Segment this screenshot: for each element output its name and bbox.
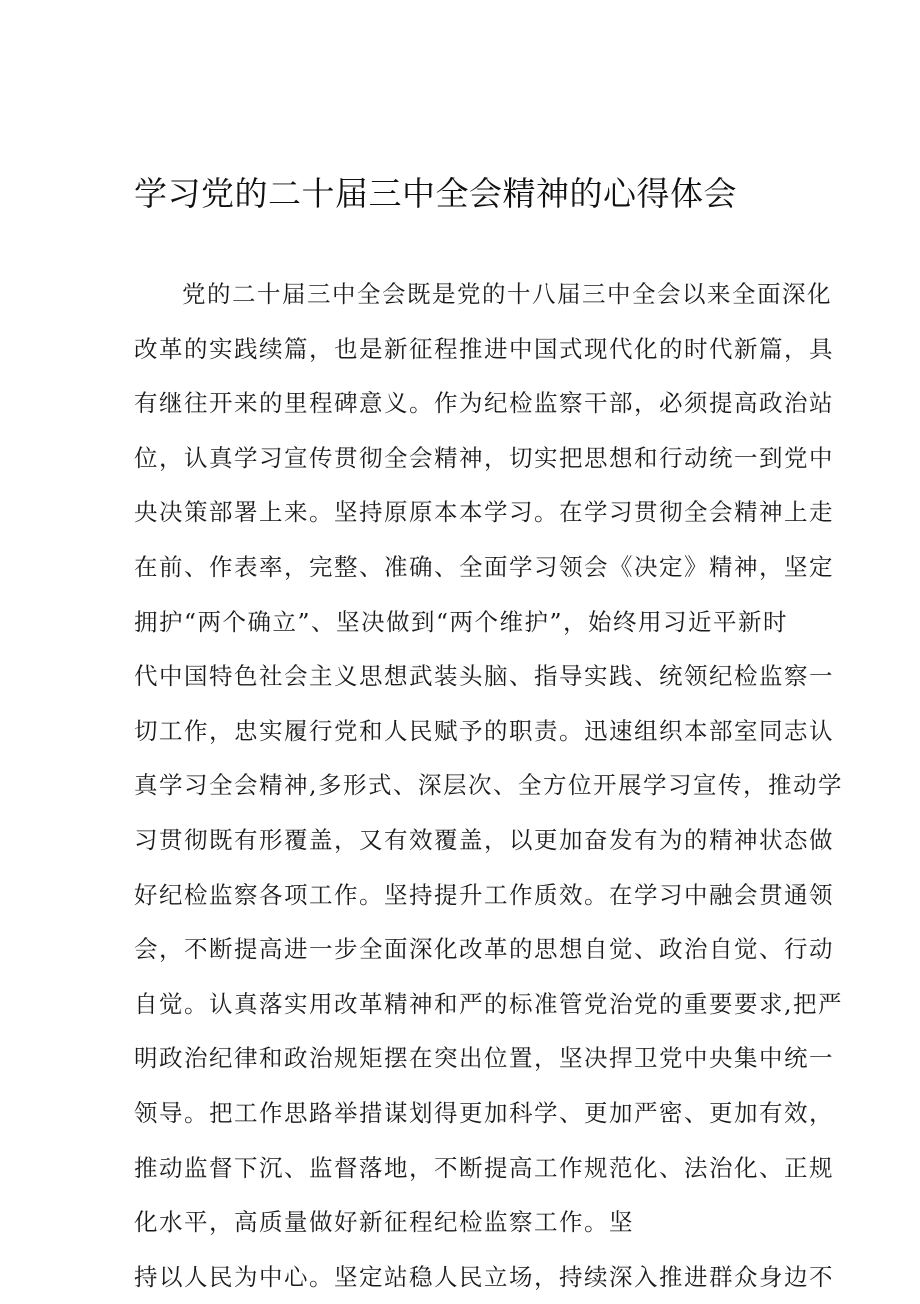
body-line: 持以人民为中心。坚定站稳人民立场，持续深入推进群众身边不 — [134, 1262, 834, 1291]
body-line: 位，认真学习宣传贯彻全会精神，切实把思想和行动统一到党中 — [134, 443, 834, 472]
body-line: 央决策部署上来。坚持原原本本学习。在学习贯彻全会精神上走 — [134, 498, 834, 527]
body-line: 党的二十届三中全会既是党的十八届三中全会以来全面深化 — [182, 280, 832, 308]
body-line: 化水平，高质量做好新征程纪检监察工作。坚 — [134, 1208, 634, 1237]
body-line: 改革的实践续篇，也是新征程推进中国式现代化的时代新篇，具 — [134, 334, 834, 363]
body-line: 习贯彻既有形覆盖，又有效覆盖，以更加奋发有为的精神状态做 — [134, 825, 834, 854]
body-line: 自觉。认真落实用改革精神和严的标准管党治党的重要要求,把严 — [134, 989, 843, 1018]
body-line: 推动监督下沉、监督落地，不断提高工作规范化、法治化、正规 — [134, 1153, 834, 1182]
body-line: 领导。把工作思路举措谋划得更加科学、更加严密、更加有效， — [134, 1098, 834, 1127]
body-line: 切工作，忠实履行党和人民赋予的职责。迅速组织本部室同志认 — [134, 716, 834, 745]
body-line: 拥护“两个确立”、坚决做到“两个维护”，始终用习近平新时 — [134, 607, 789, 636]
document-title: 学习党的二十届三中全会精神的心得体会 — [134, 174, 737, 213]
body-line: 好纪检监察各项工作。坚持提升工作质效。在学习中融会贯通领 — [134, 880, 834, 909]
body-line: 明政治纪律和政治规矩摆在突出位置，坚决捍卫党中央集中统一 — [134, 1044, 834, 1073]
document-body — [134, 267, 843, 1304]
body-line: 有继往开来的里程碑意义。作为纪检监察干部，必须提高政治站 — [134, 389, 834, 418]
body-line: 真学习全会精神,多形式、深层次、全方位开展学习宣传，推动学 — [134, 771, 843, 800]
body-line: 代中国特色社会主义思想武装头脑、指导实践、统领纪检监察一 — [134, 662, 834, 691]
body-line: 在前、作表率，完整、准确、全面学习领会《决定》精神，坚定 — [134, 552, 834, 581]
body-line: 会，不断提高进一步全面深化改革的思想自觉、政治自觉、行动 — [134, 935, 834, 964]
